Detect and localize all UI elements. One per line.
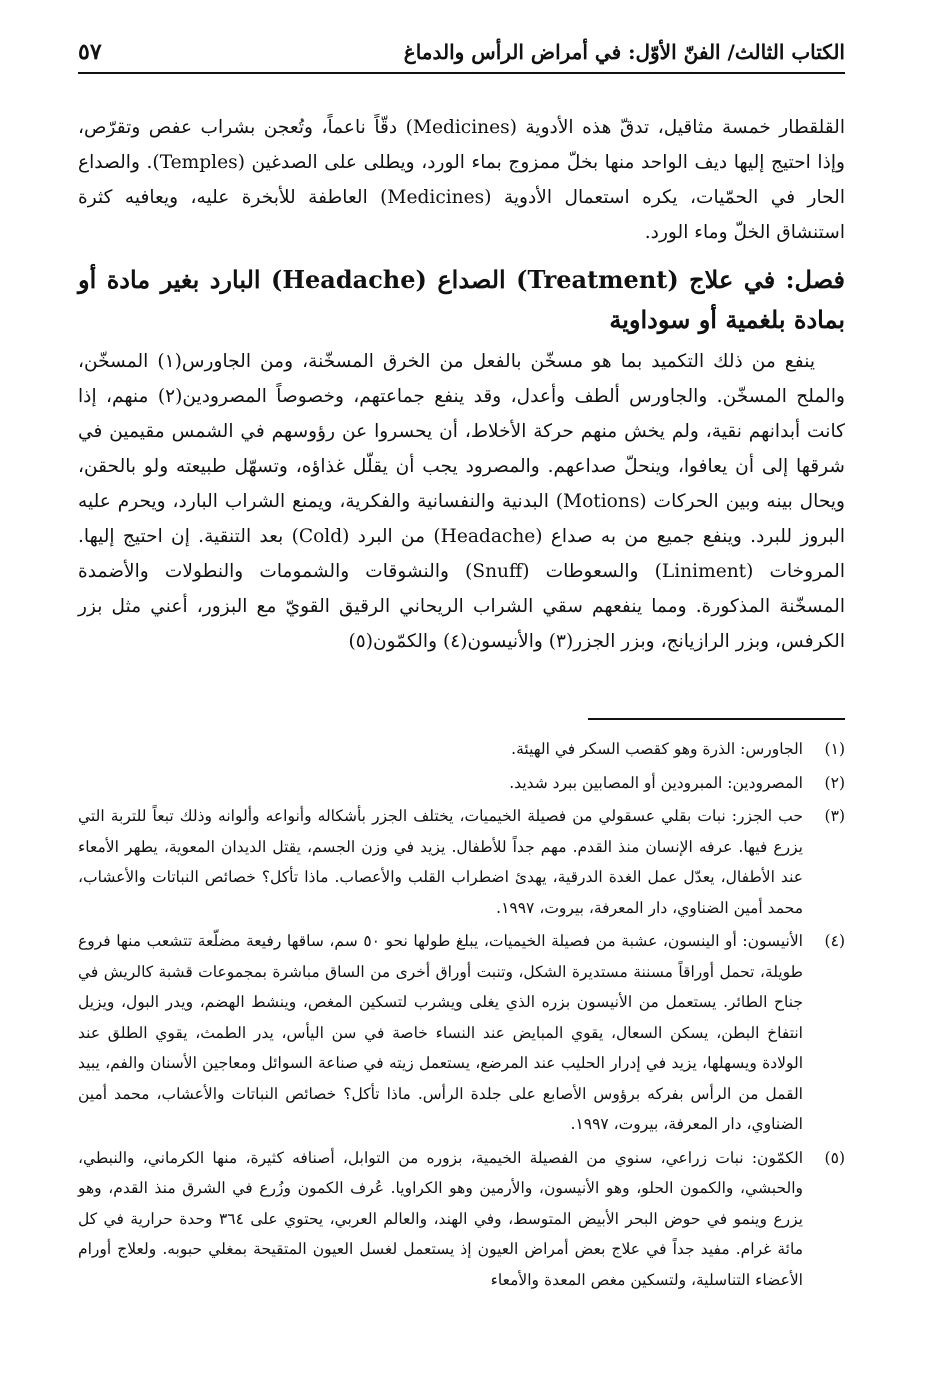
main-text [78, 110, 845, 659]
footnote-text: حب الجزر: نبات بقلي عسقولي من فصيلة الخيميات، يختلف الجزر بأشكاله وأنواعه وألوانه وذلك تبعاً للتربة التي يزرع فيها. عرفه الإنسان منذ القدم. مهم جداً للأطفال. يزيد في وزن الجسم، يقتل الديدان المعوية، يطهر الأمعاء عند الأطفال، يعدّل عمل الغدة الدرقية، يهدئ اضطراب القلب والأعصاب. ماذا تأكل؟ خصائص النباتات والأعشاب، محمد أمين الضناوي، دار المعرفة، بيروت، ١٩٩٧. [78, 807, 803, 917]
footnote-text: الأنيسون: أو الينسون، عشبة من فصيلة الخيميات، يبلغ طولها نحو ٥٠ سم، ساقها رفيعة مضلّعة تتشعب منها فروع طويلة، تحمل أوراقاً مسننة مستديرة الشكل، وتنبت أوراق أخرى من الساق مباشرة بمجموعات قشبة كالريش في جناح الطائر. يستعمل من الأنيسون بزره الذي يغلى ويشرب لتسكين المغص، وينشط الهضم، ويدر البول، ويزيل انتفاخ البطن، يسكن السعال، يقوي المبايض عند النساء خاصة في سن اليأس، يدر الطمث، يقوي الطلق عند الولادة ويسهلها، يزيد في إدرار الحليب عند المرضع، يستعمل زيته في صناعة السوائل ومعاجين الأسنان والفم، يبيد القمل من الرأس بفركه برؤوس الأصابع على جلدة الرأس. ماذا تأكل؟ خصائص النباتات والأعشاب، محمد أمين الضناوي، دار المعرفة، بيروت، ١٩٩٧. [78, 932, 803, 1133]
footnote-separator [588, 718, 845, 720]
footnote-number: (١) [824, 740, 845, 758]
footnote-item [78, 734, 845, 765]
footnote-text: الجاورس: الذرة وهو كقصب السكر في الهيئة. [511, 740, 803, 758]
paragraph-treatment: ينفع من ذلك التكميد بما هو مسخّن بالفعل من الخرق المسخّنة، ومن الجاورس(١) المسخّن، والملح المسخّن. والجاورس ألطف وأعدل، وقد ينفع جماعتهم، وخصوصاً المصرودين(٢) منهم، إذا كانت أبدانهم نقية، ولم يخش منهم حركة الأخلاط، أن يحسروا عن رؤوسهم في الشمس مقيمين في شرقها إلى أن يعافوا، وينحلّ صداعهم. والمصرود يجب أن يقلّل غذاؤه، وتسهّل طبيعته ولو بالحقن، ويحال بينه وبين الحركات (Motions) البدنية والنفسانية والفكرية، ويمنع الشراب البارد، ويحرم عليه البروز للبرد. وينفع جميع من به صداع (Headache) من البرد (Cold) بعد التنقية. إن احتيج إليها. المروخات (Liniment) والسعوطات (Snuff) والنشوقات والشمومات والنطولات والأضمدة المسخّنة المذكورة. ومما ينفعهم سقي الشراب الريحاني الرقيق القويّ مع البزور، أعني مثل بزر الكرفس، وبزر الرازيانج، وبزر الجزر(٣) والأنيسون(٤) والكمّون(٥) [78, 351, 845, 652]
footnote-text: الكمّون: نبات زراعي، سنوي من الفصيلة الخيمية، بزوره من التوابل، أصنافه كثيرة، منها الكرماني، والنبطي، والحبشي، والكمون الحلو، وهو الأنيسون، والأرمين وهو الكراويا. عُرف الكمون وزُرع في الشرق منذ القدم، وهو يزرع وينمو في حوض البحر الأبيض المتوسط، وفي الهند، والعالم العربي، يحتوي على ٣٦٤ وحدة حرارية في كل مائة غرام. مفيد جداً في علاج بعض أمراض العيون إذ يستعمل لغسل العيون المتقيحة بمغلي حبوبه. ولعلاج أورام الأعضاء التناسلية، ولتسكين مغص المعدة والأمعاء [78, 1148, 803, 1289]
footnotes [78, 734, 845, 1298]
running-title: الكتاب الثالث/ الفنّ الأوّل: في أمراض الرأس والدماغ [403, 40, 845, 64]
footnote-text: المصرودين: المبرودين أو المصابين ببرد شديد. [509, 773, 803, 792]
footnote-number: (٣) [824, 807, 845, 825]
footnote-item [78, 926, 845, 1140]
paragraph-continued: القلقطار خمسة مثاقيل، تدقّ هذه الأدوية (Medicines) دقّاً ناعماً، وتُعجن بشراب عفص وتقرّص، وإذا احتيج إليها ديف الواحد منها بخلّ ممزوج بماء الورد، ويطلى على الصدغين (Temples). والصداع الحار في الحمّيات، يكره استعمال الأدوية (Medicines) العاطفة للأبخرة عليه، ويعافيه كثرة استنشاق الخلّ وماء الورد. [78, 117, 846, 243]
footnote-number: (٢) [824, 773, 845, 792]
section-heading: فصل: في علاج (Treatment) الصداع (Headache) البارد بغير مادة أو بمادة بلغمية أو سوداوية [78, 265, 845, 334]
footnote-number: (٥) [824, 1148, 845, 1167]
footnote-number: (٤) [824, 932, 845, 950]
footnote-item [78, 768, 845, 799]
page-number: ٥٧ [78, 39, 102, 65]
footnote-item [78, 1143, 845, 1296]
page-header [78, 32, 845, 74]
footnote-item [78, 801, 845, 923]
